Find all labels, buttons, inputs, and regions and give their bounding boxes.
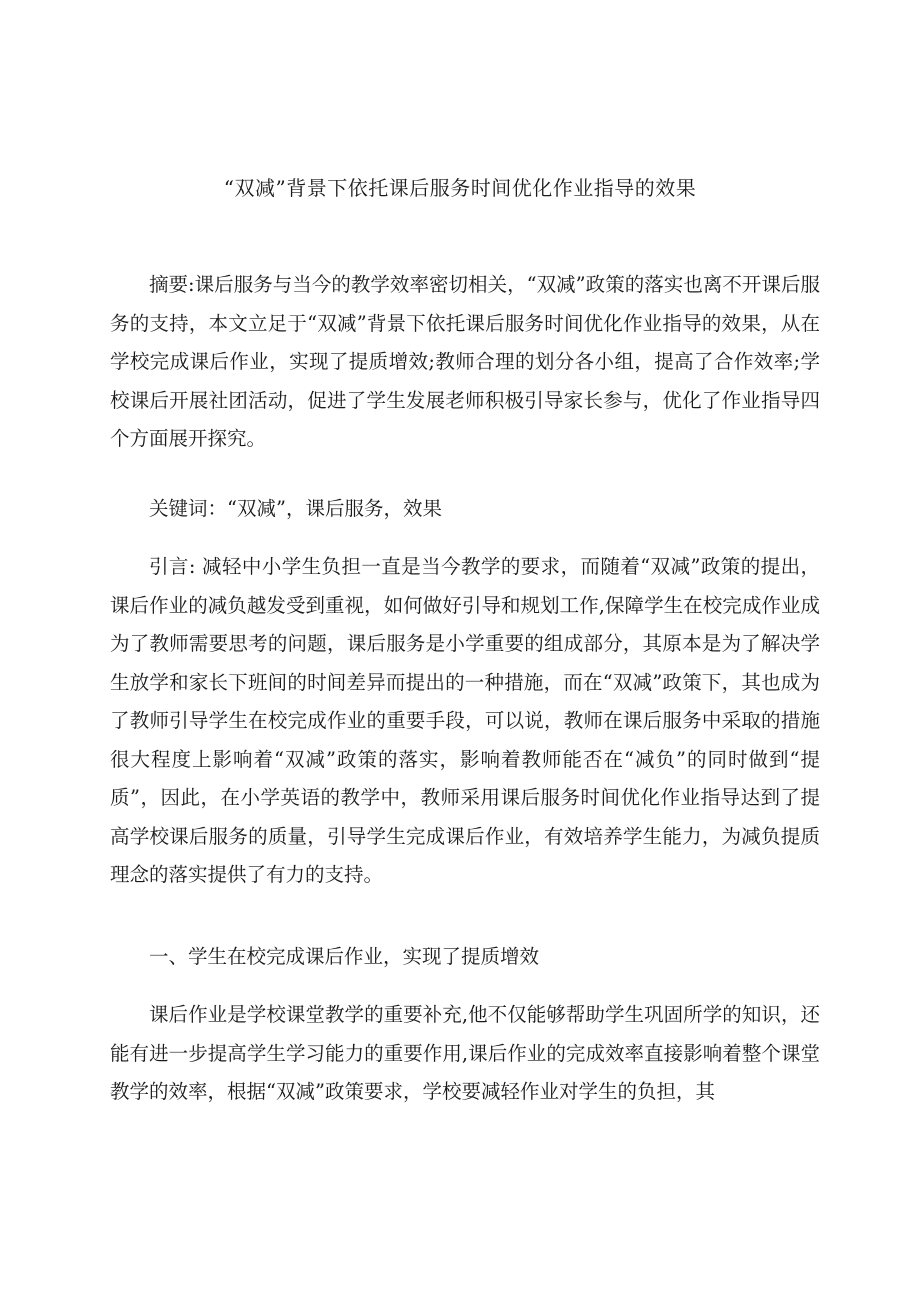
section-body-paragraph: 课后作业是学校课堂教学的重要补充,他不仅能够帮助学生巩固所学的知识，还能有进一步提高学生学习能力的重要作用,课后作业的完成效率直接影响着整个课堂教学的效率，根据“双减”政策要求，学校要减轻作业对学生的负担，其 [110,1003,820,1103]
introduction-paragraph: 引言: 减轻中小学生负担一直是当今教学的要求，而随着“双减”政策的提出，课后作业的减负越发受到重视，如何做好引导和规划工作,保障学生在校完成作业成为了教师需要思考的问题，课后服务是小学重要的组成部分，其原本是为了解决学生放学和家长下班间的时间差异而提出的一种措施，而在“双减”政策下，其也成为了教师引导学生在校完成作业的重要手段，可以说，教师在课后服务中采取的措施很大程度上影响着“双减”政策的落实，影响着教师能否在“减负”的同时做到“提质”，因此，在小学英语的教学中，教师采用课后服务时间优化作业指导达到了提高学校课后服务的质量，引导学生完成课后作业，有效培养学生能力，为减负提质理念的落实提供了有力的支持。 [110,555,820,886]
section-heading: 一、学生在校完成课后作业，实现了提质增效 [149,945,540,968]
document-title: “双减”背景下依托课后服务时间优化作业指导的效果 [223,176,697,200]
keywords-paragraph: 关键词：“双减”，课后服务，效果 [149,497,442,520]
abstract-paragraph: 摘要:课后服务与当今的教学效率密切相关，“双减”政策的落实也离不开课后服务的支持，本文立足于“双减”背景下依托课后服务时间优化作业指导的效果，从在学校完成课后作业，实现了提质增效;教师合理的划分各小组，提高了合作效率;学校课后开展社团活动，促进了学生发展老师积极引导家长参与，优化了作业指导四个方面展开探究。 [110,273,820,450]
